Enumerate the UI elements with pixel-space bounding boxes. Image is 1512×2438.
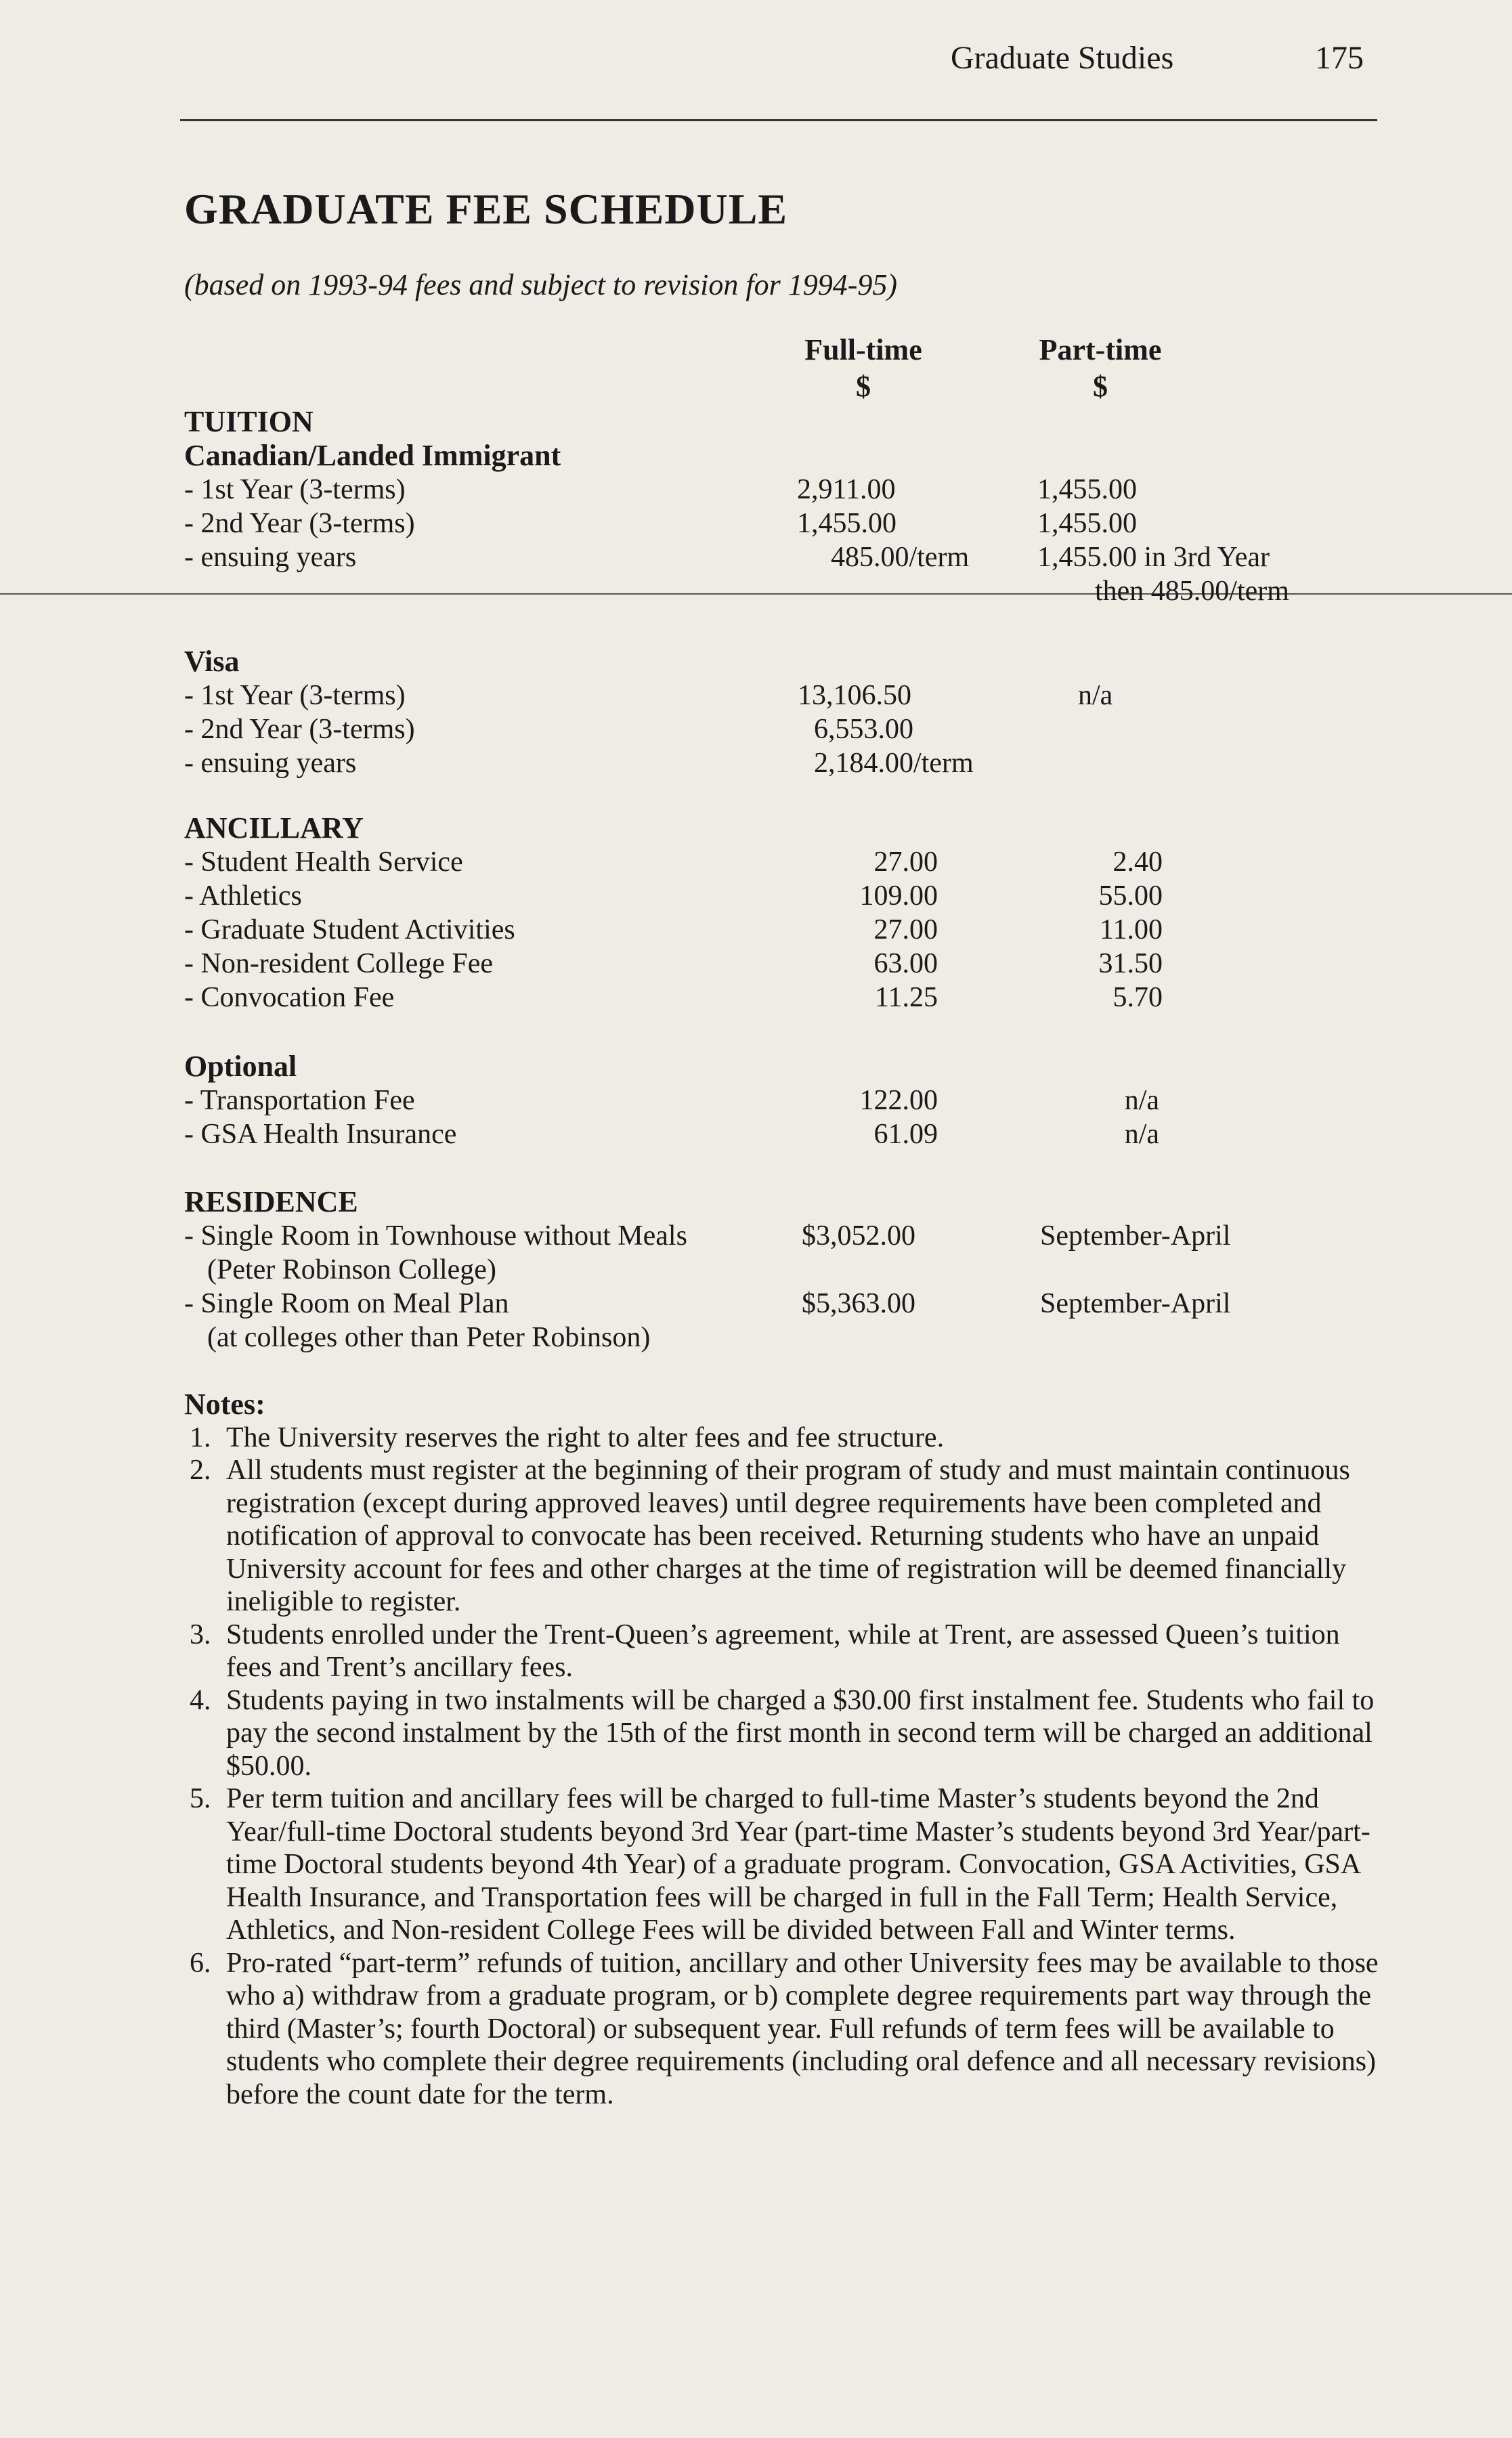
note-number: 4. [190, 1684, 211, 1716]
part-time-value: 1,455.00 in 3rd Year [1037, 542, 1270, 573]
fee-label: - 1st Year (3-terms) [184, 680, 406, 711]
running-header [0, 39, 1512, 80]
full-time-value: 109.00 [859, 880, 938, 912]
note-number: 5. [190, 1783, 211, 1814]
fee-row [184, 679, 1403, 712]
full-time-value: 27.00 [873, 847, 938, 878]
part-time-value: 1,455.00 [1037, 508, 1137, 539]
full-time-value: 122.00 [859, 1085, 938, 1116]
part-time-value: n/a [1124, 1085, 1159, 1116]
section-heading: TUITION [184, 405, 314, 438]
note-text: Students paying in two instalments will be charged a $30.00 first instalment fee. Students who fail to pay the second instalment by the 15th of the first month in second term will be charged an additional $50.00. [226, 1684, 1375, 1782]
fee-label: - Convocation Fee [184, 982, 395, 1013]
section-name: Graduate Studies [951, 40, 1174, 76]
part-time-value: 1,455.00 [1037, 474, 1137, 505]
fee-label: - Single Room on Meal Plan [184, 1288, 509, 1319]
note-text: Per term tuition and ancillary fees will be charged to full-time Master’s students beyond the 2nd Year/full-time Doctoral students beyond 3rd Year (part-time Master’s students beyond 3rd Year/part-time Doctoral students beyond 4th Year) of a graduate program. Convocation, GSA Activities, GSA Health Insurance, and Transportation fees will be charged in full in the Fall Term; Health Service, Athletics, and Non-resident College Fees will be divided between Fall and Winter terms. [226, 1783, 1370, 1946]
part-time-value: September-April [1040, 1220, 1231, 1252]
optional-section [184, 1050, 1403, 1151]
fee-label: - Student Health Service [184, 847, 463, 878]
full-time-value: 1,455.00 [797, 508, 897, 539]
fee-label: - 2nd Year (3-terms) [184, 714, 415, 745]
residence-section [184, 1185, 1403, 1354]
column-label: Full-time [804, 333, 922, 366]
fee-row [184, 746, 1403, 780]
notes-section [175, 1388, 1387, 2111]
note-item [175, 1684, 1387, 1783]
fee-label: - Non-resident College Fee [184, 948, 494, 979]
fee-label: - Graduate Student Activities [184, 914, 515, 945]
subsection-heading: Visa [184, 645, 240, 678]
full-time-value: 2,184.00/term [814, 748, 974, 779]
column-unit: $ [1093, 370, 1108, 403]
full-time-value: $5,363.00 [802, 1288, 915, 1319]
full-time-value: 2,911.00 [797, 474, 896, 505]
note-number: 3. [190, 1619, 211, 1650]
full-time-value: 11.25 [875, 982, 938, 1013]
fee-row [184, 1287, 1403, 1321]
fee-row [184, 1219, 1403, 1253]
section-heading: RESIDENCE [184, 1185, 358, 1218]
fee-row [184, 1117, 1403, 1151]
fee-row [184, 913, 1403, 947]
part-time-value: n/a [1078, 680, 1113, 711]
fee-label: - ensuing years [184, 748, 357, 779]
note-number: 1. [190, 1421, 211, 1453]
fee-row [184, 1084, 1403, 1117]
subsection-heading: Canadian/Landed Immigrant [184, 439, 561, 472]
full-time-value: 27.00 [873, 914, 938, 945]
part-time-value: 11.00 [1100, 914, 1163, 945]
fee-row [184, 845, 1403, 879]
part-time-value: then 485.00/term [1095, 576, 1289, 607]
fee-label: - ensuing years [184, 542, 357, 573]
fee-row [184, 712, 1403, 746]
header-rule [180, 119, 1377, 121]
note-number: 2. [190, 1455, 211, 1486]
column-header-part-time [1016, 332, 1185, 405]
part-time-value: 5.70 [1113, 982, 1163, 1013]
fee-row-detail [184, 1253, 1403, 1287]
visa-section [184, 645, 1403, 780]
fee-label: - 1st Year (3-terms) [184, 474, 406, 505]
note-item [175, 1782, 1387, 1947]
fee-label: - Athletics [184, 880, 302, 912]
note-item [175, 1947, 1387, 2112]
page-number: 175 [1315, 40, 1364, 76]
part-time-value: 31.50 [1098, 948, 1163, 979]
ancillary-section [184, 811, 1403, 1014]
tuition-section [184, 405, 1403, 608]
note-item [175, 1421, 1387, 1455]
note-number: 6. [190, 1947, 211, 1979]
section-heading: ANCILLARY [184, 811, 364, 844]
full-time-value: 485.00/term [831, 542, 970, 573]
full-time-value: 13,106.50 [798, 680, 911, 711]
fee-detail: (Peter Robinson College) [207, 1254, 496, 1285]
full-time-value: 63.00 [873, 948, 938, 979]
full-time-value: 61.09 [873, 1119, 938, 1150]
note-text: Pro-rated “part-term” refunds of tuition, ancillary and other University fees may be available to those who a) withdraw from a graduate program, or b) complete degree requirements part way through the third (Master’s; fourth Doctoral) or subsequent year. Full refunds of term fees will be available to students who complete their degree requirements (including oral defence and all necessary revisions) before the count date for the term. [226, 1947, 1379, 2110]
part-time-value: 55.00 [1098, 880, 1163, 912]
fee-row [184, 507, 1403, 540]
full-time-value: $3,052.00 [802, 1220, 915, 1252]
fee-row [184, 473, 1403, 507]
column-header-full-time [779, 332, 948, 405]
fee-detail: (at colleges other than Peter Robinson) [207, 1322, 651, 1353]
part-time-value: 2.40 [1113, 847, 1163, 878]
part-time-value: n/a [1124, 1119, 1159, 1150]
column-unit: $ [856, 370, 871, 403]
note-item [175, 1619, 1387, 1684]
note-text: The University reserves the right to alter fees and fee structure. [226, 1421, 945, 1453]
fee-row [184, 947, 1403, 981]
fee-row-detail [184, 1321, 1403, 1354]
full-time-value: 6,553.00 [814, 714, 913, 745]
page-title: GRADUATE FEE SCHEDULE [184, 185, 788, 233]
fee-label: - Transportation Fee [184, 1085, 415, 1116]
fee-label: - GSA Health Insurance [184, 1119, 457, 1150]
fee-row [184, 879, 1403, 913]
notes-heading: Notes: [184, 1388, 265, 1421]
column-label: Part-time [1039, 333, 1162, 366]
note-text: Students enrolled under the Trent-Queen’s agreement, while at Trent, are assessed Queen’s tuition fees and Trent’s ancillary fees. [226, 1619, 1340, 1683]
fee-row [184, 540, 1403, 574]
part-time-value: September-April [1040, 1288, 1231, 1319]
note-text: All students must register at the beginning of their program of study and must maintain continuous registration (except during approved leaves) until degree requirements have been completed and notification of approval to convocate has been received. Returning students who have an unpaid University account for fees and other charges at the time of registration will be deemed financially ineligible to register. [226, 1455, 1350, 1617]
subsection-heading: Optional [184, 1050, 297, 1083]
note-item [175, 1454, 1387, 1619]
fee-label: - Single Room in Townhouse without Meals [184, 1220, 687, 1252]
fee-label: - 2nd Year (3-terms) [184, 508, 415, 539]
fee-row-continuation [184, 574, 1403, 608]
page-subtitle: (based on 1993-94 fees and subject to revision for 1994-95) [184, 268, 897, 301]
fee-row [184, 981, 1403, 1014]
